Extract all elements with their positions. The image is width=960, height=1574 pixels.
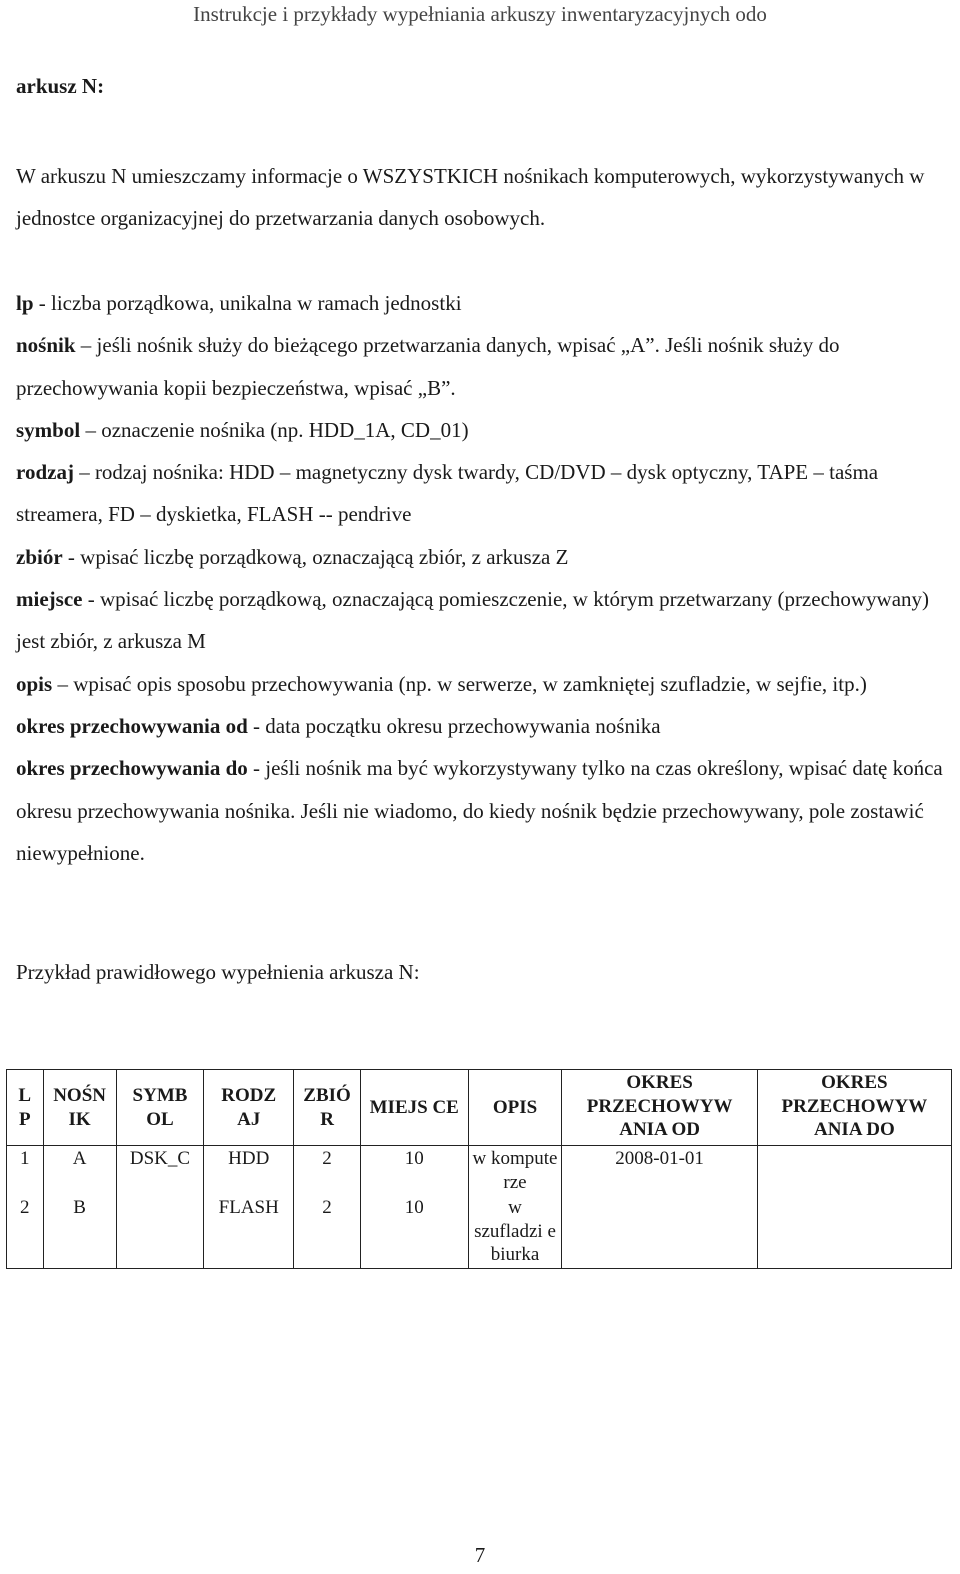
column-header: MIEJS CE	[360, 1070, 468, 1146]
table-cell: 10	[360, 1146, 468, 1196]
definition-symbol	[16, 409, 946, 451]
sheet-title: arkusz N:	[16, 74, 105, 98]
definition-text: - jeśli nośnik ma być wykorzystywany tylko na czas określony, wpisać datę końca okresu przechowywania nośnika. Jeśli nie wiadomo, do kiedy nośnik będzie przechowywany, pole zostawić niewypełnione.	[16, 756, 943, 865]
column-header: OPIS	[468, 1070, 562, 1146]
table-cell: DSK_C	[116, 1146, 204, 1196]
definition-nosnik	[16, 324, 946, 409]
definition-text: - wpisać liczbę porządkową, oznaczającą pomieszczenie, w którym przetwarzany (przechowywany) jest zbiór, z arkusza M	[16, 587, 930, 654]
inventory-table	[6, 1069, 952, 1269]
definition-rodzaj	[16, 451, 946, 536]
definition-zbior	[16, 536, 946, 578]
definition-term: opis	[16, 671, 53, 696]
definition-text: – jeśli nośnik służy do bieżącego przetwarzania danych, wpisać „A”. Jeśli nośnik służy do przechowywania kopii bezpieczeństwa, wpisać „B”.	[16, 333, 840, 400]
column-header: OKRES PRZECHOWYW ANIA OD	[562, 1070, 757, 1146]
table-cell: 2	[294, 1146, 361, 1196]
table-cell: HDD	[204, 1146, 294, 1196]
table-row	[7, 1195, 952, 1268]
table-cell	[757, 1195, 951, 1268]
definition-term: nośnik	[16, 333, 76, 358]
column-header: SYMB OL	[116, 1070, 204, 1146]
table-cell: 10	[360, 1195, 468, 1268]
column-header: OKRES PRZECHOWYW ANIA DO	[757, 1070, 951, 1146]
column-header: L P	[7, 1070, 44, 1146]
column-header: RODZ AJ	[204, 1070, 294, 1146]
definition-text: – oznaczenie nośnika (np. HDD_1A, CD_01)	[80, 417, 469, 442]
example-title: Przykład prawidłowego wypełnienia arkusza N:	[16, 960, 420, 984]
table-cell: A	[43, 1146, 116, 1196]
definition-text: – wpisać opis sposobu przechowywania (np. w serwerze, w zamkniętej szufladzie, w sejfie, itp.)	[52, 671, 867, 696]
table-cell: 2008-01-01	[562, 1146, 757, 1196]
table-cell: 2	[294, 1195, 361, 1268]
page-header: Instrukcje i przykłady wypełniania arkuszy inwentaryzacyjnych odo	[193, 2, 767, 26]
definition-opis	[16, 663, 946, 705]
table-cell: B	[43, 1195, 116, 1268]
definition-term: symbol	[16, 417, 81, 442]
definition-okres-do	[16, 747, 946, 874]
column-header: NOŚN IK	[43, 1070, 116, 1146]
table-cell: FLASH	[204, 1195, 294, 1268]
definition-term: okres przechowywania od	[16, 713, 248, 738]
definition-text: - liczba porządkowa, unikalna w ramach jednostki	[33, 291, 462, 315]
definition-text: – rodzaj nośnika: HDD – magnetyczny dysk twardy, CD/DVD – dysk optyczny, TAPE – taśma streamera, FD – dyskietka, FLASH -- pendrive	[16, 460, 879, 527]
definition-term: okres przechowywania do	[16, 756, 248, 781]
table-cell: 2	[7, 1195, 44, 1268]
column-header: ZBIÓ R	[294, 1070, 361, 1146]
table-cell: w szufladzi e biurka	[468, 1195, 562, 1268]
definition-miejsce	[16, 578, 946, 663]
definition-term: rodzaj	[16, 460, 74, 485]
definitions-list	[16, 282, 946, 874]
definition-text: - data początku okresu przechowywania nośnika	[247, 713, 661, 738]
table-cell: 1	[7, 1146, 44, 1196]
definition-okres-od	[16, 705, 946, 747]
intro-paragraph: W arkuszu N umieszczamy informacje o WSZYSTKICH nośnikach komputerowych, wykorzystywanych w jednostce organizacyjnej do przetwarzania danych osobowych.	[16, 164, 925, 230]
table-header-row	[7, 1070, 952, 1146]
table-cell	[562, 1195, 757, 1268]
table-row	[7, 1146, 952, 1196]
table-cell	[757, 1146, 951, 1196]
definition-term: lp	[16, 291, 34, 315]
table-cell: w kompute rze	[468, 1146, 562, 1196]
table-cell	[116, 1195, 204, 1268]
definition-text: - wpisać liczbę porządkową, oznaczającą zbiór, z arkusza Z	[62, 544, 569, 569]
definition-term: miejsce	[16, 587, 83, 612]
definition-term: zbiór	[16, 544, 63, 569]
page-number: 7	[474, 1543, 486, 1567]
definition-lp	[16, 282, 946, 324]
